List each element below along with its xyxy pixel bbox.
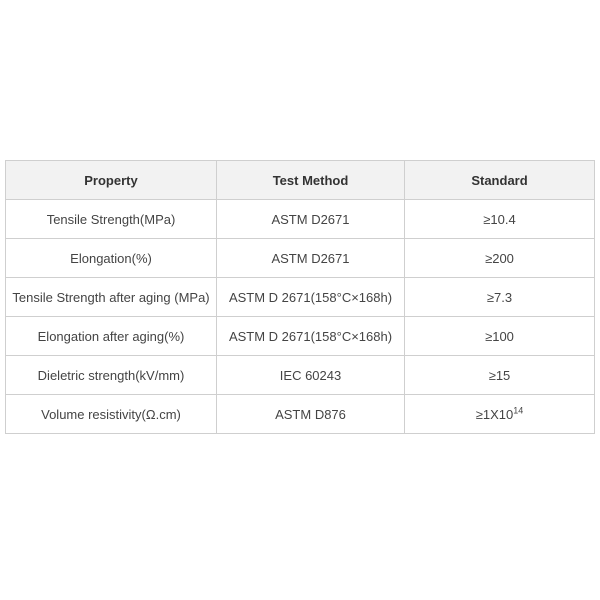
- header-property: Property: [6, 161, 217, 200]
- table-row: [6, 239, 595, 278]
- cell-property: Elongation after aging(%): [6, 317, 217, 356]
- header-standard: Standard: [405, 161, 595, 200]
- cell-standard: [405, 317, 595, 356]
- cell-standard: [405, 356, 595, 395]
- cell-property: Elongation(%): [6, 239, 217, 278]
- cell-test-method: ASTM D2671: [217, 239, 405, 278]
- table-row: [6, 278, 595, 317]
- cell-standard: [405, 239, 595, 278]
- standard-value: ≥15: [488, 367, 511, 383]
- cell-test-method: ASTM D 2671(158°C×168h): [217, 317, 405, 356]
- table-body: [6, 200, 595, 434]
- cell-property: Tensile Strength(MPa): [6, 200, 217, 239]
- table-row: [6, 395, 595, 434]
- spec-table: [5, 160, 595, 434]
- cell-property: Dieletric strength(kV/mm): [6, 356, 217, 395]
- standard-value: ≥10.4: [483, 211, 516, 227]
- standard-value: ≥100: [485, 328, 514, 344]
- header-test-method: Test Method: [217, 161, 405, 200]
- cell-standard: [405, 200, 595, 239]
- table-header: [6, 161, 595, 200]
- standard-value: ≥1X10: [475, 406, 514, 422]
- cell-standard: [405, 278, 595, 317]
- table-row: [6, 317, 595, 356]
- cell-test-method: ASTM D 2671(158°C×168h): [217, 278, 405, 317]
- cell-test-method: IEC 60243: [217, 356, 405, 395]
- standard-value: ≥7.3: [486, 289, 513, 305]
- table-row: [6, 356, 595, 395]
- table-row: [6, 200, 595, 239]
- standard-value: ≥200: [485, 250, 514, 266]
- cell-standard: [405, 395, 595, 434]
- standard-exponent: 14: [513, 405, 524, 416]
- cell-test-method: ASTM D876: [217, 395, 405, 434]
- cell-property: Tensile Strength after aging (MPa): [6, 278, 217, 317]
- header-row: [6, 161, 595, 200]
- cell-property: Volume resistivity(Ω.cm): [6, 395, 217, 434]
- cell-test-method: ASTM D2671: [217, 200, 405, 239]
